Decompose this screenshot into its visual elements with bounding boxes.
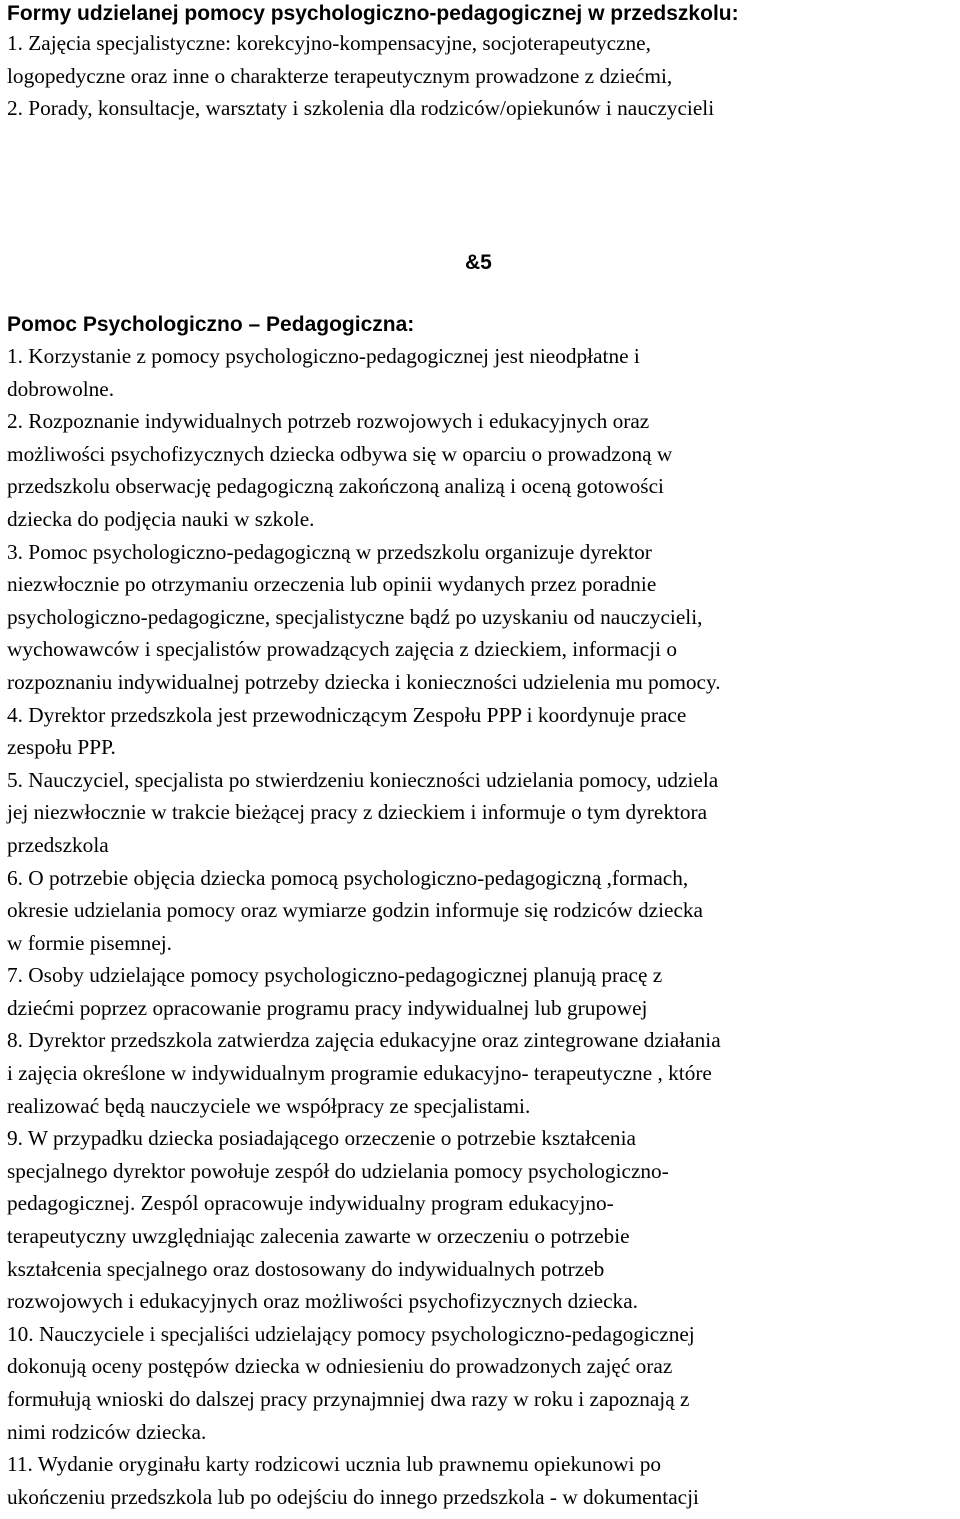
text-line: rozwojowych i edukacyjnych oraz możliwości psychofizycznych dziecka. bbox=[7, 1289, 638, 1314]
text-line: specjalnego dyrektor powołuje zespół do udzielania pomocy psychologiczno- bbox=[7, 1158, 669, 1183]
text-line: dziecka do podjęcia nauki w szkole. bbox=[7, 506, 315, 531]
paragraph-sign: &5 bbox=[465, 251, 492, 274]
text-line: psychologiczno-pedagogiczne, specjalistyczne bądź po uzyskaniu od nauczycieli, bbox=[7, 604, 703, 629]
text-line: ukończeniu przedszkola lub po odejściu do innego przedszkola - w dokumentacji bbox=[7, 1484, 699, 1509]
text-line: w formie pisemnej. bbox=[7, 930, 173, 955]
text-line: 2. Porady, konsultacje, warsztaty i szkolenia dla rodziców/opiekunów i nauczycieli bbox=[7, 96, 715, 121]
text-line: 8. Dyrektor przedszkola zatwierdza zajęcia edukacyjne oraz zintegrowane działania bbox=[7, 1028, 721, 1053]
text-line: kształcenia specjalnego oraz dostosowany do indywidualnych potrzeb bbox=[7, 1256, 605, 1281]
text-line: rozpoznaniu indywidualnej potrzeby dziecka i konieczności udzielenia mu pomocy. bbox=[7, 669, 721, 694]
text-line: 6. O potrzebie objęcia dziecka pomocą psychologiczno-pedagogiczną ,formach, bbox=[7, 865, 689, 890]
text-line: 9. W przypadku dziecka posiadającego orzeczenie o potrzebie kształcenia bbox=[7, 1126, 636, 1151]
text-line: dokonują oceny postępów dziecka w odniesieniu do prowadzonych zajęć oraz bbox=[7, 1354, 673, 1379]
text-line: wychowawców i specjalistów prowadzących zajęcia z dzieckiem, informacji o bbox=[7, 637, 677, 662]
text-line: realizować będą nauczyciele we współpracy ze specjalistami. bbox=[7, 1093, 531, 1118]
section-title: Pomoc Psychologiczno – Pedagogiczna: bbox=[7, 313, 415, 336]
text-line: dziećmi poprzez opracowanie programu pracy indywidualnej lub grupowej bbox=[7, 995, 648, 1020]
text-line: przedszkolu obserwację pedagogiczną zakończoną analizą i oceną gotowości bbox=[7, 474, 664, 499]
text-line: 10. Nauczyciele i specjaliści udzielający pomocy psychologiczno-pedagogicznej bbox=[7, 1321, 695, 1346]
section-psychological-pedagogical-help bbox=[7, 310, 721, 1513]
text-line: 1. Korzystanie z pomocy psychologiczno-pedagogicznej jest nieodpłatne i bbox=[7, 344, 640, 368]
section-body bbox=[7, 340, 721, 1513]
text-line: 4. Dyrektor przedszkola jest przewodniczącym Zespołu PPP i koordynuje prace bbox=[7, 702, 687, 727]
text-line: 7. Osoby udzielające pomocy psychologiczno-pedagogicznej planują pracę z bbox=[7, 963, 663, 988]
text-line: niezwłocznie po otrzymaniu orzeczenia lub opinii wydanych przez poradnie bbox=[7, 572, 657, 597]
text-line: 1. Zajęcia specjalistyczne: korekcyjno-kompensacyjne, socjoterapeutyczne, bbox=[7, 31, 651, 55]
text-line: terapeutyczny uwzględniając zalecenia zawarte w orzeczeniu o potrzebie bbox=[7, 1224, 630, 1249]
text-line: możliwości psychofizycznych dziecka odbywa się w oparciu o prowadzoną w bbox=[7, 441, 673, 466]
text-line: zespołu PPP. bbox=[7, 735, 116, 760]
text-line: pedagogicznej. Zespól opracowuje indywidualny program edukacyjno- bbox=[7, 1191, 614, 1216]
text-line: 2. Rozpoznanie indywidualnych potrzeb rozwojowych i edukacyjnych oraz bbox=[7, 409, 650, 434]
text-line: jej niezwłocznie w trakcie bieżącej pracy z dzieckiem i informuje o tym dyrektora bbox=[7, 800, 708, 825]
text-line: i zajęcia określone w indywidualnym programie edukacyjno- terapeutyczne , które bbox=[7, 1061, 712, 1086]
text-line: nimi rodziców dziecka. bbox=[7, 1419, 207, 1444]
text-line: 3. Pomoc psychologiczno-pedagogiczną w przedszkolu organizuje dyrektor bbox=[7, 539, 652, 564]
text-line: formułują wnioski do dalszej pracy przynajmniej dwa razy w roku i zapoznają z bbox=[7, 1387, 690, 1411]
text-line: przedszkola bbox=[7, 832, 109, 857]
text-line: logopedyczne oraz inne o charakterze terapeutycznym prowadzone z dziećmi, bbox=[7, 63, 673, 88]
section-forms-of-help bbox=[7, 0, 739, 125]
section-title: Formy udzielanej pomocy psychologiczno-pedagogicznej w przedszkolu: bbox=[7, 2, 739, 25]
text-line: 5. Nauczyciel, specjalista po stwierdzeniu konieczności udzielania pomocy, udziela bbox=[7, 767, 719, 792]
text-line: dobrowolne. bbox=[7, 376, 115, 401]
text-line: okresie udzielania pomocy oraz wymiarze godzin informuje się rodziców dziecka bbox=[7, 898, 704, 923]
text-line: 11. Wydanie oryginału karty rodzicowi ucznia lub prawnemu opiekunowi po bbox=[7, 1452, 662, 1477]
